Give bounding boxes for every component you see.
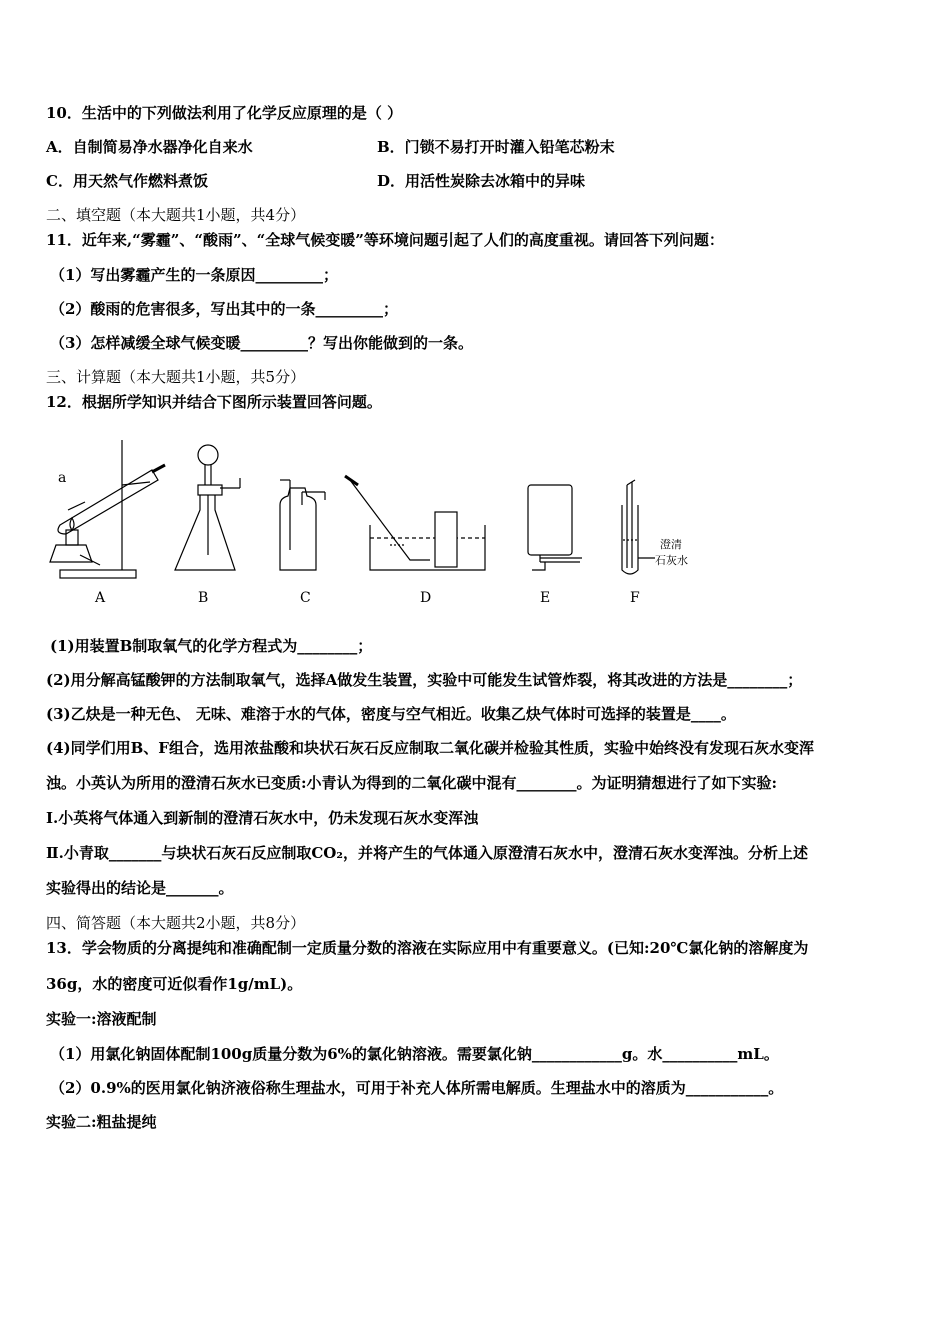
q12-part-3: (3)乙炔是一种无色、 无味、难溶于水的气体，密度与空气相近。收集乙炔气体时可选择的装置是____。 (46, 705, 736, 723)
apparatus-b (175, 445, 240, 570)
apparatus-f (622, 480, 688, 574)
label-c: C (300, 590, 311, 606)
q12-part-4-line-4: Ⅱ.小青取_______与块状石灰石反应制取CO₂，并将产生的气体通入原澄清石灰水中，澄清石灰水变浑浊。分析上述 (46, 844, 808, 862)
q13-experiment-1-heading: 实验一:溶液配制 (46, 1010, 157, 1028)
q12-stem: 12．根据所学知识并结合下图所示装置回答问题。 (46, 393, 382, 411)
q11-part-1: （1）写出雾霾产生的一条原因_________； (50, 266, 338, 284)
q12-part-4-line-1: (4)同学们用B、F组合，选用浓盐酸和块状石灰石反应制取二氧化碳并检验其性质，实验中始终没有发现石灰水变浑 (46, 739, 814, 757)
q13-experiment-2-heading: 实验二:粗盐提纯 (46, 1113, 157, 1131)
q10-option-c: C．用天然气作燃料煮饭 (46, 172, 208, 190)
q13-stem-line-2: 36g，水的密度可近似看作1g/mL)。 (46, 975, 303, 993)
q12-part-4-line-2: 浊。小英认为所用的澄清石灰水已变质:小青认为得到的二氧化碳中混有________。为证明猜想进行了如下实验: (46, 774, 778, 792)
q13-stem-line-1: 13．学会物质的分离提纯和准确配制一定质量分数的溶液在实际应用中有重要意义。(已知:20℃氯化钠的溶解度为 (46, 939, 809, 957)
section-3-heading: 三、计算题（本大题共1小题，共5分） (46, 368, 306, 386)
q10-option-a: A．自制简易净水器净化自来水 (46, 138, 253, 156)
q10-option-d: D．用活性炭除去冰箱中的异味 (377, 172, 586, 190)
q11-part-3: （3）怎样减缓全球气候变暖_________？写出你能做到的一条。 (50, 334, 473, 352)
apparatus-c (280, 480, 325, 570)
q12-part-1: (1)用装置B制取氧气的化学方程式为________； (50, 637, 373, 655)
q13-part-1: （1）用氯化钠固体配制100g质量分数为6%的氯化钠溶液。需要氯化钠____________g。水__________mL。 (50, 1045, 779, 1063)
label-d: D (420, 590, 432, 606)
label-a: A (95, 590, 106, 606)
apparatus-a (50, 440, 165, 578)
limewater-label-1: 澄清 (660, 538, 682, 551)
apparatus-figure (40, 430, 720, 610)
section-2-heading: 二、填空题（本大题共1小题，共4分） (46, 206, 306, 224)
q12-part-2: (2)用分解高锰酸钾的方法制取氧气，选择A做发生装置，实验中可能发生试管炸裂，将其改进的方法是________； (46, 671, 803, 689)
q12-part-4-line-5: 实验得出的结论是_______。 (46, 879, 234, 897)
apparatus-d (345, 476, 485, 570)
tube-mark-a: a (58, 470, 67, 486)
q11-part-2: （2）酸雨的危害很多，写出其中的一条_________； (50, 300, 398, 318)
q12-part-4-line-3: Ⅰ.小英将气体通入到新制的澄清石灰水中，仍未发现石灰水变浑浊 (46, 809, 479, 827)
label-f: F (630, 590, 640, 606)
section-4-heading: 四、简答题（本大题共2小题，共8分） (46, 914, 306, 932)
q13-part-2: （2）0.9%的医用氯化钠济液俗称生理盐水，可用于补充人体所需电解质。生理盐水中的溶质为___________。 (50, 1079, 784, 1097)
q10-stem: 10．生活中的下列做法利用了化学反应原理的是（ ） (46, 104, 403, 122)
limewater-label-2: 石灰水 (655, 554, 688, 567)
label-b: B (198, 590, 209, 606)
q10-option-b: B．门锁不易打开时灌入铅笔芯粉末 (377, 138, 615, 156)
apparatus-e (528, 485, 582, 570)
q11-stem: 11．近年来,“雾霾”、“酸雨”、“全球气候变暖”等环境问题引起了人们的高度重视。请回答下列问题： (46, 231, 724, 249)
label-e: E (540, 590, 551, 606)
